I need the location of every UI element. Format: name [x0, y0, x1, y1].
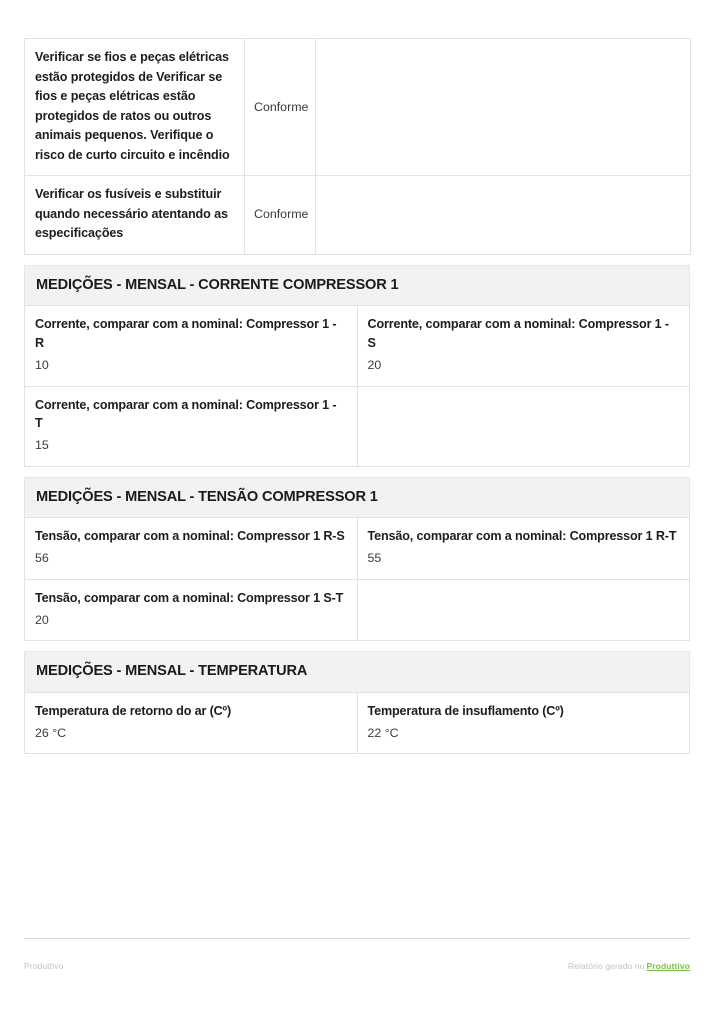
checklist-question: Verificar os fusíveis e substituir quando necessário atentando as especificações — [25, 176, 245, 255]
checklist-answer: Conforme — [245, 39, 316, 176]
measurement-cell — [357, 518, 690, 580]
report-content — [24, 38, 690, 754]
measurement-label: Temperatura de insuflamento (Cº) — [367, 703, 564, 718]
table-row — [25, 176, 691, 255]
measurement-cell — [25, 306, 358, 386]
measurement-label: Temperatura de retorno do ar (Cº) — [35, 703, 232, 718]
footer-brand-label: Produttivo — [24, 961, 64, 971]
measurement-cell — [357, 692, 690, 754]
measurement-cell — [25, 579, 358, 641]
section-header — [24, 477, 690, 518]
measurement-label: Tensão, comparar com a nominal: Compressor 1 R-S — [35, 529, 345, 544]
table-row — [25, 39, 691, 176]
checklist-table — [24, 38, 691, 255]
measurement-cell-empty — [357, 386, 690, 466]
measurement-cell-empty — [357, 579, 690, 641]
measurement-cell — [25, 386, 358, 466]
measurements-table — [24, 692, 690, 755]
measurement-value: 20 — [35, 612, 49, 627]
measurement-label: Tensão, comparar com a nominal: Compressor 1 S-T — [35, 590, 344, 605]
measurement-value: 26 °C — [35, 725, 67, 740]
section-title: MEDIÇÕES - MENSAL - TEMPERATURA — [36, 663, 308, 680]
section-corrente-compressor-1 — [24, 265, 690, 467]
section-tensao-compressor-1 — [24, 477, 690, 642]
measurement-cell — [25, 518, 358, 580]
page-footer — [24, 938, 690, 971]
section-title: MEDIÇÕES - MENSAL - CORRENTE COMPRESSOR 1 — [36, 276, 399, 293]
checklist-note — [316, 176, 691, 255]
measurement-value: 15 — [35, 438, 49, 453]
measurement-value: 10 — [35, 357, 49, 372]
measurement-cell — [357, 306, 690, 386]
footer-row — [24, 961, 690, 971]
measurements-table — [24, 517, 690, 641]
section-temperatura — [24, 651, 690, 754]
section-header — [24, 651, 690, 692]
measurement-value: 55 — [367, 551, 382, 566]
measurement-cell — [25, 692, 358, 754]
measurement-label: Tensão, comparar com a nominal: Compressor 1 R-T — [367, 529, 677, 544]
table-row — [25, 518, 690, 580]
measurement-value: 20 — [367, 357, 382, 372]
measurements-table — [24, 305, 690, 467]
checklist-question: Verificar se fios e peças elétricas estão protegidos de Verificar se fios e peças elétricas estão protegidos de ratos ou outros animais pequenos. Verifique o risco de curto circuito e incêndio — [25, 39, 245, 176]
footer-generated-prefix: Relatório gerado no — [567, 961, 645, 971]
measurement-value: 22 °C — [367, 725, 399, 740]
produttivo-link[interactable]: Produttivo — [646, 961, 690, 971]
table-row — [25, 306, 690, 386]
table-row — [25, 579, 690, 641]
table-row — [25, 692, 690, 754]
checklist-note — [316, 39, 691, 176]
measurement-value: 56 — [35, 551, 49, 566]
measurement-label: Corrente, comparar com a nominal: Compressor 1 - T — [35, 397, 337, 431]
measurement-label: Corrente, comparar com a nominal: Compressor 1 - R — [35, 317, 337, 351]
section-header — [24, 265, 690, 306]
section-title: MEDIÇÕES - MENSAL - TENSÃO COMPRESSOR 1 — [36, 488, 378, 505]
measurement-label: Corrente, comparar com a nominal: Compressor 1 - S — [367, 317, 669, 351]
table-row — [25, 386, 690, 466]
spacer — [24, 255, 690, 265]
footer-generated-note — [568, 961, 690, 971]
footer-divider — [24, 938, 690, 939]
checklist-answer: Conforme — [245, 176, 316, 255]
